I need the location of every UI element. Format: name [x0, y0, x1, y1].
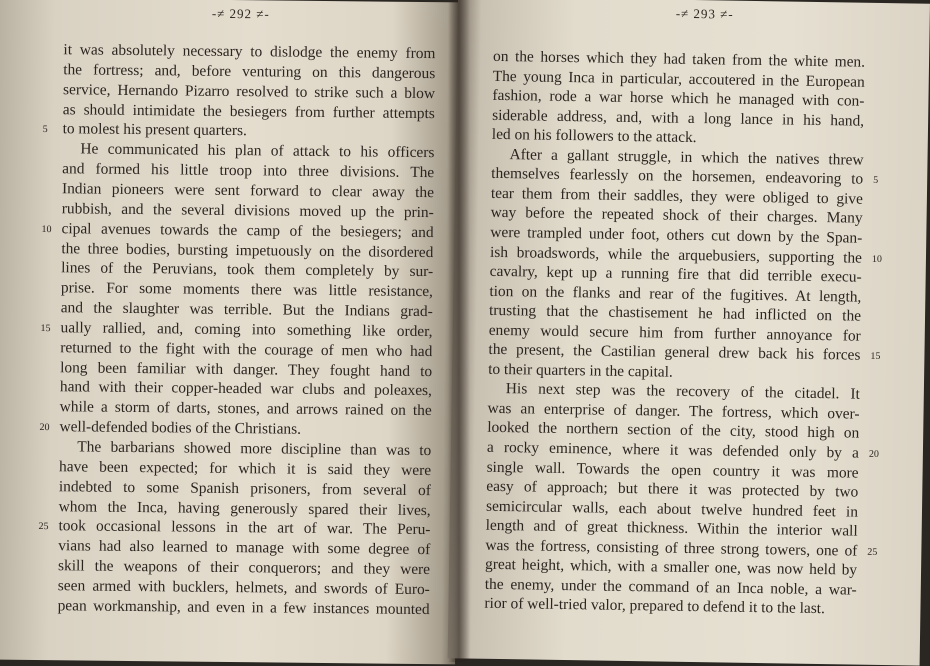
margin-line-number: 20	[39, 422, 50, 434]
text-line: way before the repeated shock of their charges. Many	[490, 204, 863, 228]
margin-line-number: 10	[871, 253, 883, 265]
margin-line-number: 25	[38, 521, 49, 533]
text-line: service, Hernando Pizarro resolved to strike such a blow	[62, 80, 436, 102]
text-line: the three bodies, bursting impetuously on the disordered	[61, 239, 434, 261]
text-line: enemy would secure him from further annoyance for	[488, 321, 861, 345]
text-line: rior of well-tried valor, prepared to defend it to the last.	[484, 595, 826, 618]
text-line: lines of the Peruvians, took them completely by sur-	[61, 259, 434, 281]
text-line: seen armed with bucklers, helmets, and swords of Euro-	[57, 577, 430, 599]
text-line: looked the northern section of the city, stood high on	[487, 419, 860, 443]
text-line: After a gallant struggle, in which the natives threw	[509, 145, 864, 169]
text-line: took occasional lessons in the art of war. The Peru-	[58, 517, 431, 539]
text-line: trusting that the chastisement he had inflicted on the	[488, 301, 862, 325]
text-line: led on his followers to the attack.	[491, 126, 697, 147]
text-line: length and of great thickness. Within the interior wall	[485, 516, 858, 540]
text-line: a rocky eminence, where it was defended only by a	[486, 438, 860, 462]
margin-line-number: 10	[41, 223, 52, 235]
margin-line-number: 15	[870, 351, 881, 363]
margin-line-number: 5	[873, 175, 879, 187]
text-line: He communicated his plan of attack to his officers	[80, 140, 435, 162]
text-line: the fortress; and, before venturing on this dangerous	[63, 61, 436, 82]
text-line: tear them from their saddles, they were obliged to give	[490, 184, 864, 208]
page-number: -≠ 292 ≠-	[211, 5, 270, 22]
text-line: great height, which, with a smaller one, was now held by	[484, 556, 858, 579]
text-line: indebted to some Spanish prisoners, from several of	[58, 477, 431, 499]
text-line: while a storm of darts, stones, and arrows rained on the	[59, 398, 432, 420]
text-line: to their quarters in the capital.	[488, 360, 673, 381]
text-line: was the fortress, consisting of three strong towers, one of	[485, 536, 858, 560]
text-line: cipal avenues towards the camp of the besiegers; and	[61, 219, 434, 241]
page-number: -≠ 293 ≠-	[675, 5, 734, 22]
text-line: ually rallied, and, coming into something like order,	[60, 319, 433, 341]
text-line: fashion, rode a war horse which he managed with con-	[492, 86, 865, 110]
text-line: well-defended bodies of the Christians.	[59, 418, 302, 438]
text-line: hand with their copper-headed war clubs and poleaxes,	[59, 378, 433, 400]
margin-line-number: 25	[867, 546, 878, 558]
text-line: it was absolutely necessary to dislodge the enemy from	[63, 41, 436, 63]
text-line: skill the weapons of their conquerors; and they were	[57, 557, 431, 579]
text-line: long been familiar with danger. They fought hand to	[60, 358, 433, 380]
text-line: Indian pioneers were sent forward to clear away the	[61, 180, 435, 202]
text-line: His next step was the recovery of the citadel. It	[505, 380, 860, 403]
text-line: themselves fearlessly on the horsemen, endeavoring to	[491, 165, 864, 188]
margin-line-number: 20	[868, 448, 879, 460]
margin-line-number: 15	[40, 322, 51, 335]
text-line: semicircular walls, each about twelve hundred feet in	[485, 497, 859, 521]
text-line: and the slaughter was terrible. But the Indians grad-	[60, 299, 433, 321]
text-line: the present, the Castilian general drew back his forces	[488, 341, 861, 364]
text-line: whom the Inca, having generously spared their lives,	[58, 497, 431, 519]
text-line: prise. For some moments there was little resistance,	[60, 279, 434, 301]
text-line: tion on the flanks and rear of the fugitives. At length,	[489, 282, 862, 306]
text-line: was an enterprise of danger. The fortress, which over-	[487, 399, 860, 423]
right-page	[448, 0, 930, 666]
text-line: easy of approach; but there it was protected by two	[486, 477, 859, 501]
text-line: vians had also learned to manage with some degree of	[58, 537, 431, 559]
book-gutter	[448, 0, 470, 662]
text-line: siderable address, and, with a long lance in his hand,	[492, 106, 865, 130]
left-page	[0, 0, 462, 664]
text-line: rubbish, and the several divisions moved up the prin-	[61, 200, 434, 221]
text-line: returned to the fight with the courage of men who had	[60, 338, 433, 360]
text-line: pean workmanship, and even in a few instances mounted	[57, 597, 430, 618]
text-line: as should intimidate the besiegers from further attempts	[62, 100, 435, 122]
text-line: the enemy, under the command of an Inca noble, a war-	[484, 575, 857, 599]
text-line: on the horses which they had taken from the white men.	[492, 47, 866, 71]
text-line: The young Inca in particular, accoutered in the European	[492, 67, 865, 91]
text-line: ish broadswords, while the arquebusiers, supporting the	[489, 243, 863, 267]
text-line: single wall. Towards the open country it was more	[486, 458, 859, 482]
text-line: and formed his little troop into three divisions. The	[62, 160, 435, 182]
text-line: were trampled under foot, others cut down by the Span-	[490, 223, 863, 247]
margin-line-number: 5	[42, 124, 48, 136]
text-line: to molest his present quarters.	[62, 120, 247, 140]
text-line: The barbarians showed more discipline than was to	[77, 438, 432, 460]
text-line: cavalry, kept up a running fire that did terrible execu-	[489, 262, 862, 286]
text-line: have been expected; for which it is said they were	[59, 458, 432, 479]
